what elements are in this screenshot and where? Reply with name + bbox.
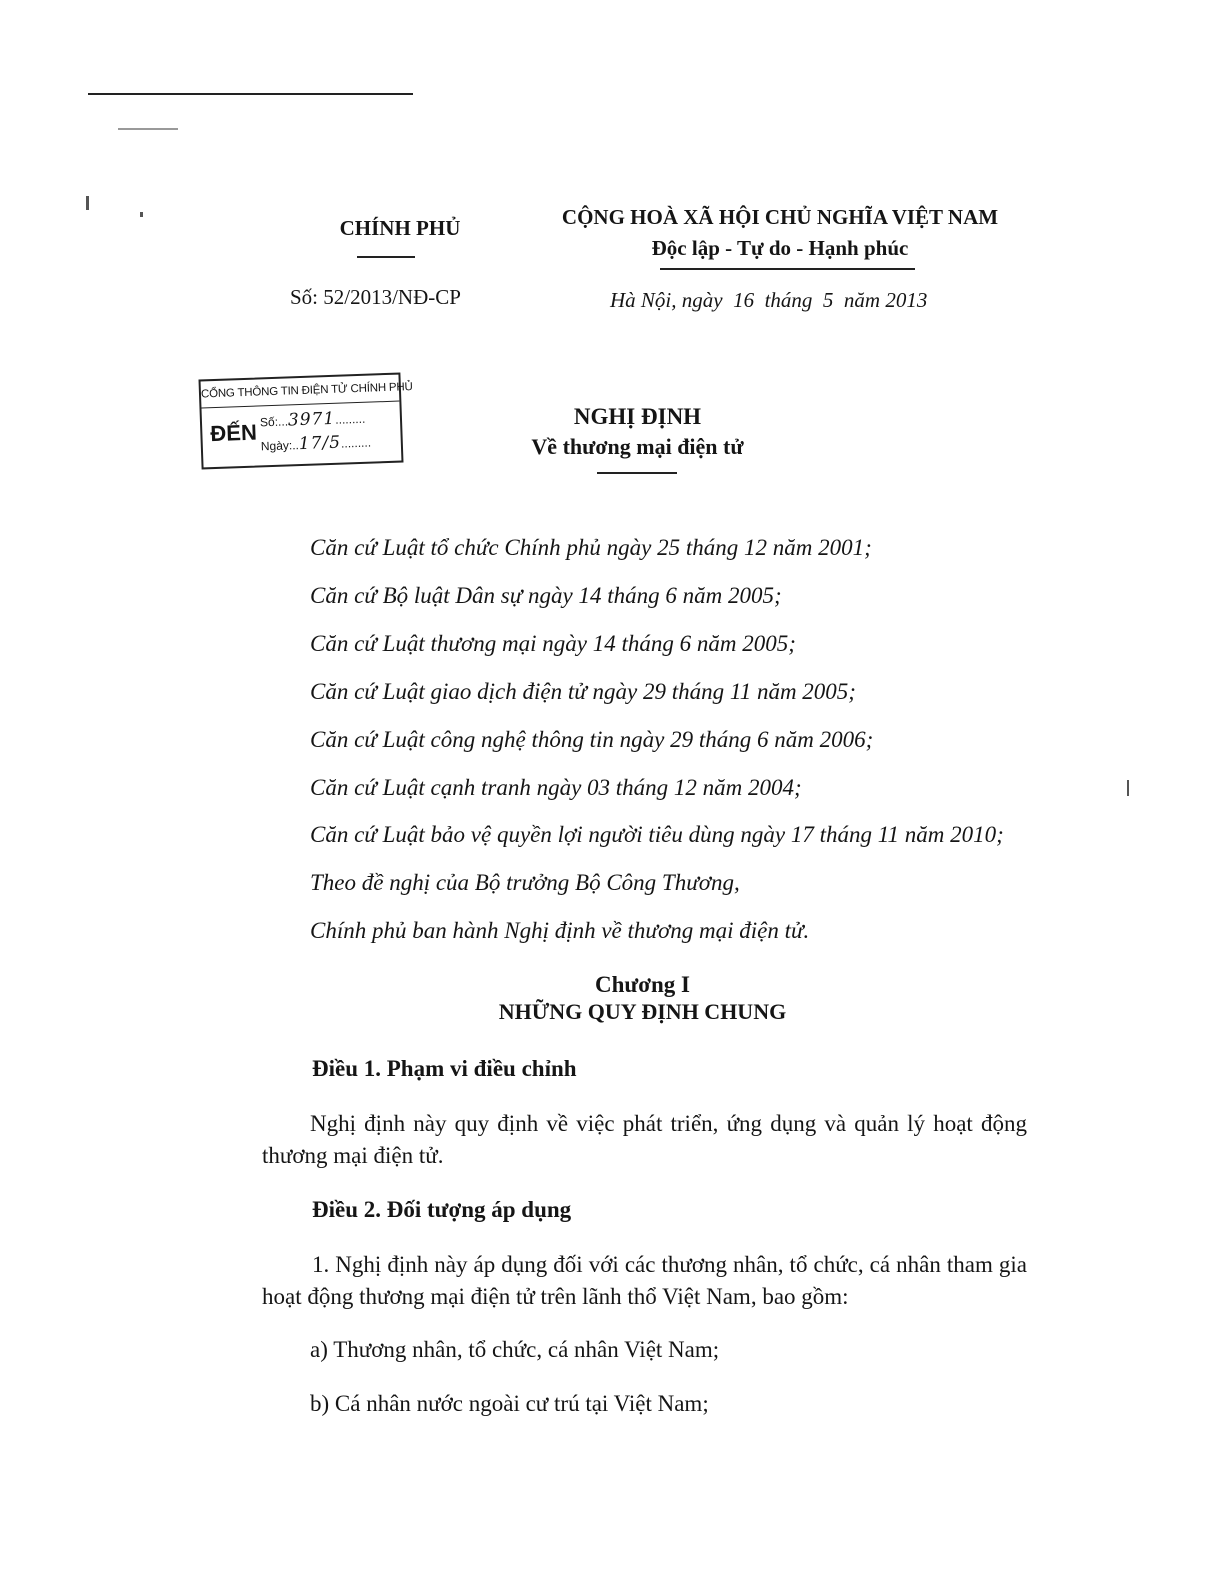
legal-basis-line: Chính phủ ban hành Nghị định về thương mại điện tử. <box>310 918 810 943</box>
legal-basis-line: Căn cứ Luật giao dịch điện tử ngày 29 tháng 11 năm 2005; <box>310 679 856 704</box>
stamp-so-row: Số:...3971......... <box>259 408 366 431</box>
scan-artifact-line <box>88 93 413 95</box>
stamp-so-label: Số: <box>259 414 279 430</box>
legal-basis-line: Căn cứ Bộ luật Dân sự ngày 14 tháng 6 năm 2005; <box>310 583 782 608</box>
stamp-header: CỔNG THÔNG TIN ĐIỆN TỬ CHÍNH PHỦ <box>201 375 400 409</box>
stamp-so-value: 3971 <box>287 408 336 431</box>
document-subject: Về thương mại điện tử <box>531 434 744 459</box>
national-motto: Độc lập - Tự do - Hạnh phúc <box>651 236 909 260</box>
title-underline <box>597 472 677 474</box>
article-2-clause-1-content: 1. Nghị định này áp dụng đối với các thương nhân, tổ chức, cá nhân tham gia hoạt động thương mại điện tử trên lãnh thổ Việt Nam, bao gồm: <box>262 1252 1027 1309</box>
legal-basis-line: Căn cứ Luật thương mại ngày 14 tháng 6 năm 2005; <box>310 631 796 656</box>
scan-artifact-mark <box>118 128 178 130</box>
motto-underline <box>660 268 915 270</box>
place-and-date: Hà Nội, ngày 16 tháng 5 năm 2013 <box>610 288 928 312</box>
stamp-ngay-label: Ngày: <box>260 438 293 454</box>
article-1-text-content: Nghị định này quy định về việc phát triển, ứng dụng và quản lý hoạt động thương mại điện tử. <box>262 1111 1027 1168</box>
article-2-item-a: a) Thương nhân, tổ chức, cá nhân Việt Nam; <box>310 1337 720 1362</box>
article-2-title: Điều 2. Đối tượng áp dụng <box>312 1197 572 1222</box>
scan-artifact-mark <box>0 1568 1225 1585</box>
stamp-den-label: ĐẾN <box>209 419 258 447</box>
issuing-agency: CHÍNH PHỦ <box>339 216 461 240</box>
legal-basis-line: Căn cứ Luật cạnh tranh ngày 03 tháng 12 năm 2004; <box>310 775 802 800</box>
legal-basis-line: Căn cứ Luật tổ chức Chính phủ ngày 25 tháng 12 năm 2001; <box>310 535 872 560</box>
legal-basis-line: Căn cứ Luật bảo vệ quyền lợi người tiêu dùng ngày 17 tháng 11 năm 2010; <box>310 822 1004 847</box>
country-name: CỘNG HOÀ XÃ HỘI CHỦ NGHĨA VIỆT NAM <box>561 205 999 229</box>
document-number: Số: 52/2013/NĐ-CP <box>290 285 461 309</box>
received-stamp <box>198 373 413 470</box>
agency-underline <box>357 256 415 258</box>
legal-basis-line: Theo đề nghị của Bộ trưởng Bộ Công Thương, <box>310 870 740 895</box>
document-type-title: NGHỊ ĐỊNH <box>573 404 702 429</box>
article-2-clause-1 <box>262 1249 1027 1313</box>
scan-artifact-mark <box>140 212 143 217</box>
scan-artifact-mark <box>1127 780 1129 796</box>
article-1-text <box>262 1108 1027 1172</box>
scan-artifact-mark <box>86 196 89 210</box>
legal-basis-line: Căn cứ Luật công nghệ thông tin ngày 29 tháng 6 năm 2006; <box>310 727 874 752</box>
article-2-item-b: b) Cá nhân nước ngoài cư trú tại Việt Nam; <box>310 1391 709 1416</box>
chapter-label: Chương I <box>595 972 690 997</box>
stamp-ngay-value: 17/5 <box>298 432 342 455</box>
stamp-ngay-row: Ngày:..17/5......... <box>260 432 372 455</box>
article-1-title: Điều 1. Phạm vi điều chỉnh <box>312 1056 577 1081</box>
chapter-title: NHỮNG QUY ĐỊNH CHUNG <box>498 999 787 1024</box>
